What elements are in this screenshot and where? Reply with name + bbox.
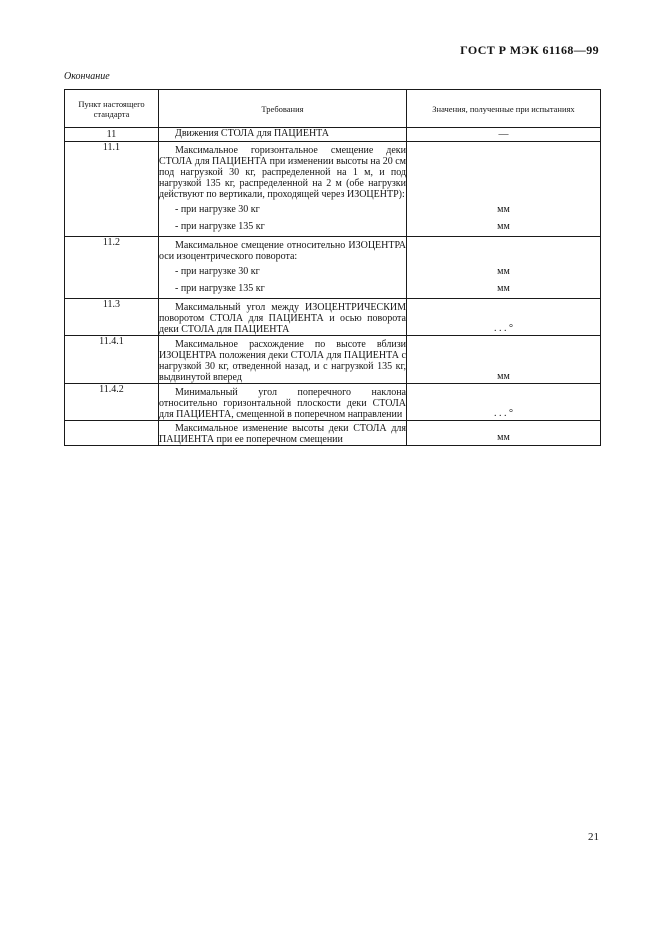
value-cell <box>407 336 601 384</box>
table-row <box>65 142 601 237</box>
value-cell <box>407 128 601 142</box>
value-cell <box>407 237 601 299</box>
page-number: 21 <box>588 831 599 843</box>
clause-number: 11.2 <box>65 237 159 299</box>
value-text: — <box>498 129 509 140</box>
document-header: ГОСТ Р МЭК 61168—99 <box>460 43 599 57</box>
table-row <box>65 237 601 299</box>
requirement-cell <box>159 421 407 446</box>
value-cell <box>407 142 601 237</box>
value-text: мм <box>497 371 510 382</box>
clause-number: 11.4.2 <box>65 384 159 421</box>
requirement-text: Минимальный угол поперечного наклона относительно горизонтальной плоскости деки СТОЛА для ПАЦИЕНТА, смещенной в поперечном направлении <box>159 387 406 420</box>
value-cell <box>407 299 601 336</box>
clause-number: 11.3 <box>65 299 159 336</box>
table-row <box>65 128 601 142</box>
sub-requirement: - при нагрузке 30 кг <box>175 266 260 277</box>
value-text: мм <box>497 283 510 294</box>
value-cell <box>407 384 601 421</box>
requirement-cell <box>159 384 407 421</box>
clause-number <box>65 421 159 446</box>
requirements-table <box>64 89 601 446</box>
table-row <box>65 336 601 384</box>
requirement-text: Движения СТОЛА для ПАЦИЕНТА <box>175 128 330 139</box>
requirement-text: Максимальный угол между ИЗОЦЕНТРИЧЕСКИМ поворотом СТОЛА для ПАЦИЕНТА и осью поворота деки СТОЛА для ПАЦИЕНТА <box>159 302 406 335</box>
sub-requirement: - при нагрузке 30 кг <box>175 204 260 215</box>
sub-requirement: - при нагрузке 135 кг <box>175 221 265 232</box>
column-header-values: Значения, полученные при испытаниях <box>407 90 601 128</box>
value-text: мм <box>497 221 510 232</box>
table-header-row <box>65 90 601 128</box>
requirement-cell <box>159 142 407 237</box>
requirement-cell <box>159 299 407 336</box>
value-text: мм <box>497 432 510 443</box>
requirement-text: Максимальное горизонтальное смещение деки СТОЛА для ПАЦИЕНТА при изменении высоты на 20 см под нагрузкой 30 кг, распределенной на 1 м, и под нагрузкой 135 кг, распределенной на 2 м (обе нагрузки действуют по вертикали, проходящей через ИЗОЦЕНТР): <box>159 145 406 200</box>
value-text: мм <box>497 204 510 215</box>
clause-number: 11.1 <box>65 142 159 237</box>
table-row <box>65 384 601 421</box>
value-text: . . . ° <box>494 408 513 419</box>
requirement-cell <box>159 336 407 384</box>
value-cell <box>407 421 601 446</box>
table-row <box>65 299 601 336</box>
value-text: . . . ° <box>494 323 513 334</box>
continuation-label: Окончание <box>64 71 110 82</box>
table-row <box>65 421 601 446</box>
requirement-text: Максимальное смещение относительно ИЗОЦЕНТРА оси изоцентрического поворота: <box>159 240 406 262</box>
sub-requirement: - при нагрузке 135 кг <box>175 283 265 294</box>
requirement-text: Максимальное изменение высоты деки СТОЛА для ПАЦИЕНТА при ее поперечном смещении <box>159 423 406 445</box>
requirement-cell <box>159 128 407 142</box>
requirement-cell <box>159 237 407 299</box>
requirement-text: Максимальное расхождение по высоте вблизи ИЗОЦЕНТРА положения деки СТОЛА для ПАЦИЕНТА с нагрузкой 30 кг, отведенной назад, и с нагрузкой 135 кг, выдвинутой вперед <box>159 339 406 383</box>
column-header-clause: Пункт настоящего стандарта <box>65 90 159 128</box>
value-text: мм <box>497 266 510 277</box>
clause-number: 11.4.1 <box>65 336 159 384</box>
column-header-requirements: Требования <box>159 90 407 128</box>
clause-number: 11 <box>65 128 159 142</box>
